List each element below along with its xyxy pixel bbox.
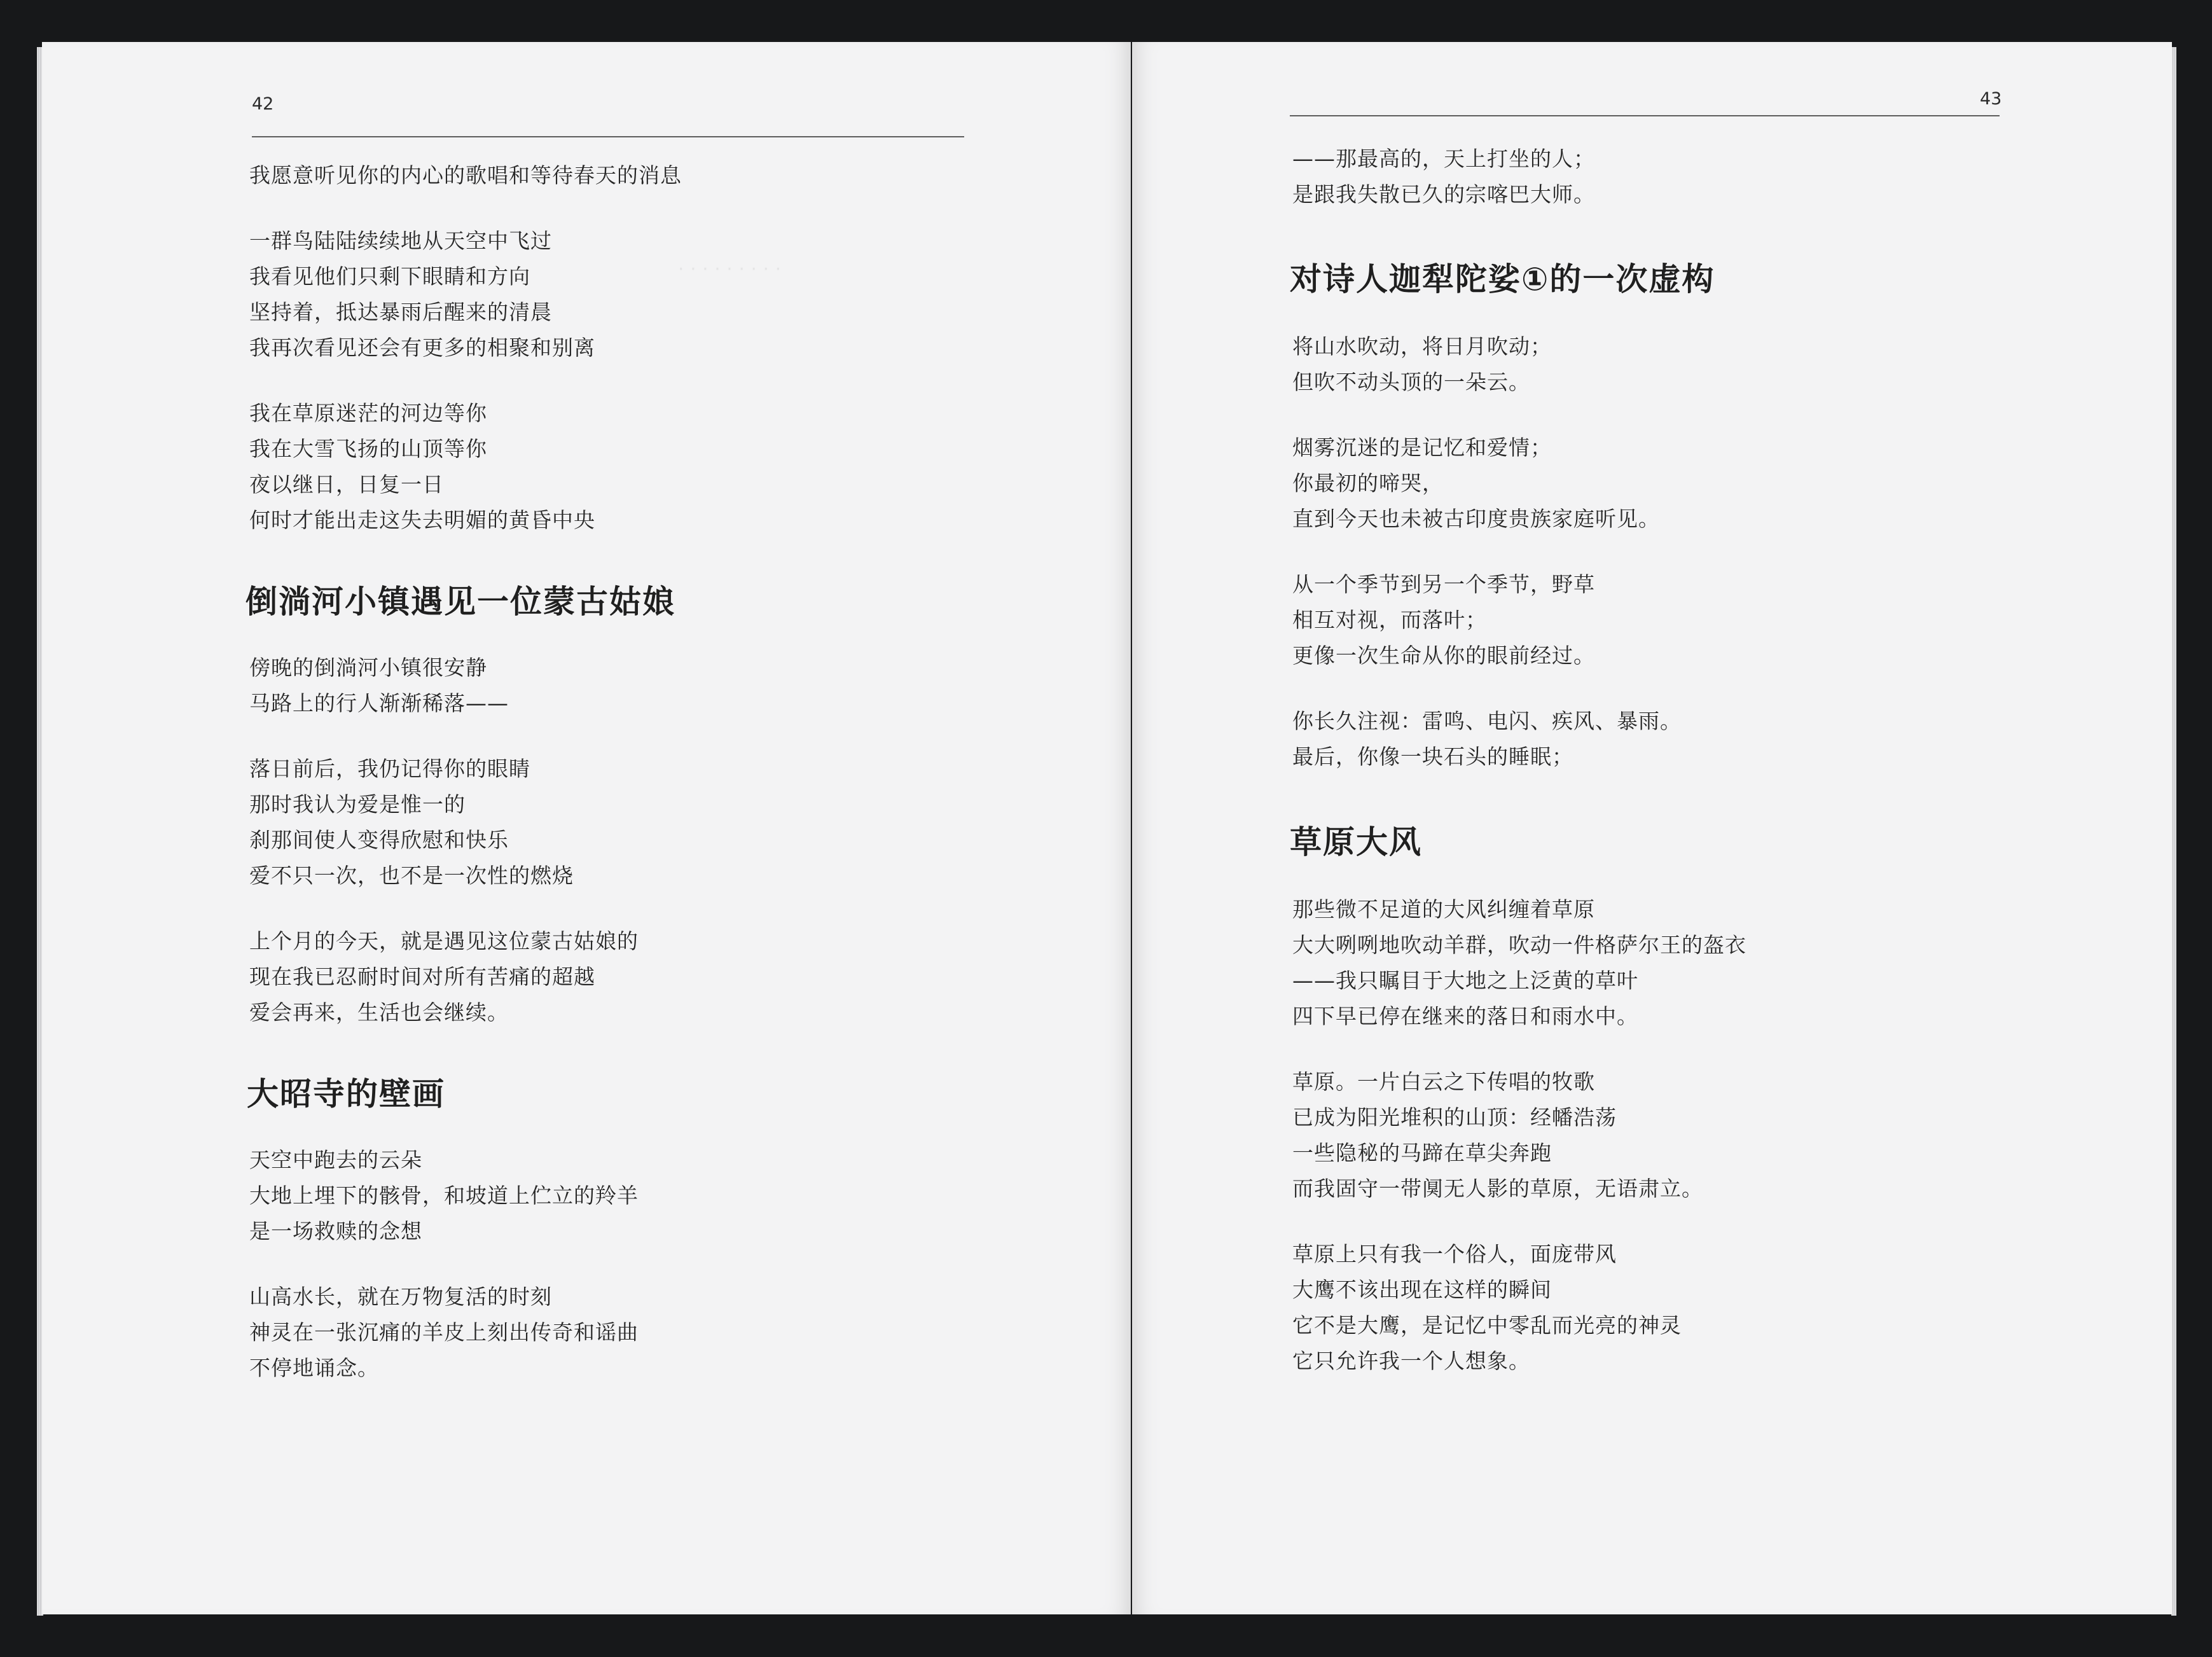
poem-title: 大昭寺的壁画 [247,1076,445,1113]
poem-line: 草原上只有我一个俗人，面庞带风 [1292,1242,1617,1266]
poem-line: 你长久注视：雷鸣、电闪、疾风、暴雨。 [1292,709,1682,733]
poem-title: 草原大风 [1290,824,1422,861]
poem-line: 一些隐秘的马蹄在草尖奔跑 [1292,1140,1552,1165]
header-rule [252,136,964,137]
poem-line: 坚持着，抵达暴雨后醒来的清晨 [249,300,552,324]
stanza [249,158,1076,193]
poem-line: 一群鸟陆陆续续地从天空中飞过 [249,228,552,253]
poem-line: 那些微不足道的大风纠缠着草原 [1292,897,1595,922]
poem-line: ——那最高的，天上打坐的人； [1292,146,1595,171]
stanza [249,223,1076,366]
stanza [249,650,1076,721]
stanza [1292,704,2119,775]
poem-title: 倒淌河小镇遇见一位蒙古姑娘 [245,583,675,620]
stanza [249,924,1076,1030]
page-stack-edge-right [2171,47,2176,1616]
poem-line: 大地上埋下的骸骨，和坡道上伫立的羚羊 [249,1183,639,1208]
left-page-body [245,158,1076,1416]
poem-line: 何时才能出走这失去明媚的黄昏中央 [249,508,595,532]
poem-line: 我愿意听见你的内心的歌唱和等待春天的消息 [249,163,682,188]
stanza [1292,892,2119,1034]
stanza [249,1279,1076,1386]
poem-line: 草原。一片白云之下传唱的牧歌 [1292,1069,1595,1094]
poem-line: 相互对视，而落叶； [1292,607,1487,632]
bleed-through-text: · · · · · · · · · [678,258,782,281]
poem-line: 山高水长，就在万物复活的时刻 [249,1284,552,1309]
stanza [249,396,1076,538]
poem-line: 我在大雪飞扬的山顶等你 [249,436,487,461]
right-page [1132,42,2172,1614]
poem-line: 直到今天也未被古印度贵族家庭听见。 [1292,506,1660,531]
poem-line: 那时我认为爱是惟一的 [249,792,466,817]
poem-line: 天空中跑去的云朵 [249,1147,422,1172]
poem-line: 爱不只一次，也不是一次性的燃烧 [249,863,574,888]
poem-line: 已成为阳光堆积的山顶：经幡浩荡 [1292,1105,1617,1130]
poem-line: 将山水吹动，将日月吹动； [1292,334,1552,359]
header-rule [1290,115,2000,116]
poem-line: 马路上的行人渐渐稀落—— [249,691,509,716]
poem-line: 我在草原迷茫的河边等你 [249,401,487,426]
page-number: 42 [252,94,274,114]
poem-line: 烟雾沉迷的是记忆和爱情； [1292,435,1552,460]
poem-line: 刹那间使人变得欣慰和快乐 [249,828,509,852]
stanza [1292,1064,2119,1207]
poem-line: 我再次看见还会有更多的相聚和别离 [249,335,595,360]
poem-line: ——我只瞩目于大地之上泛黄的草叶 [1292,968,1638,993]
poem-line: 是一场救赎的念想 [249,1219,422,1244]
poem-line: 四下早已停在继来的落日和雨水中。 [1292,1004,1638,1029]
poem-line: 最后，你像一块石头的睡眠； [1292,744,1573,769]
poem-line: 从一个季节到另一个季节，野草 [1292,572,1595,597]
poem-line: 更像一次生命从你的眼前经过。 [1292,643,1595,668]
poem-title: 对诗人迦犁陀娑①的一次虚构 [1290,261,1715,298]
stanza [1292,430,2119,537]
poem-line: 而我固守一带阒无人影的草原，无语肃立。 [1292,1176,1703,1201]
stanza [1292,1237,2119,1379]
poem-line: 你最初的啼哭， [1292,471,1444,496]
poem-line: 它只允许我一个人想象。 [1292,1348,1530,1373]
poem-line: 大鹰不该出现在这样的瞬间 [1292,1277,1552,1302]
poem-line: 不停地诵念。 [249,1355,379,1380]
stanza [249,1142,1076,1249]
poem-line: 爱会再来，生活也会继续。 [249,1000,509,1025]
poem-line: 上个月的今天，就是遇见这位蒙古姑娘的 [249,929,639,953]
poem-line: 大大咧咧地吹动羊群，吹动一件格萨尔王的盔衣 [1292,932,1746,957]
poem-line: 是跟我失散已久的宗喀巴大师。 [1292,182,1595,207]
right-page-body [1292,141,2119,1409]
poem-line: 夜以继日，日复一日 [249,472,444,497]
stanza [1292,567,2119,674]
poem-line: 落日前后，我仍记得你的眼睛 [249,756,530,781]
stanza [1292,329,2119,400]
poem-line: 傍晚的倒淌河小镇很安静 [249,655,487,680]
left-page [42,42,1131,1614]
poem-line: 神灵在一张沉痛的羊皮上刻出传奇和谣曲 [249,1320,639,1345]
poem-line: 但吹不动头顶的一朵云。 [1292,370,1530,394]
page-number: 43 [1980,89,2002,109]
stanza [249,751,1076,894]
stanza [1292,141,2119,212]
poem-line: 现在我已忍耐时间对所有苦痛的超越 [249,964,595,989]
poem-line: 我看见他们只剩下眼睛和方向 [249,264,530,289]
poem-line: 它不是大鹰，是记忆中零乱而光亮的神灵 [1292,1313,1682,1338]
